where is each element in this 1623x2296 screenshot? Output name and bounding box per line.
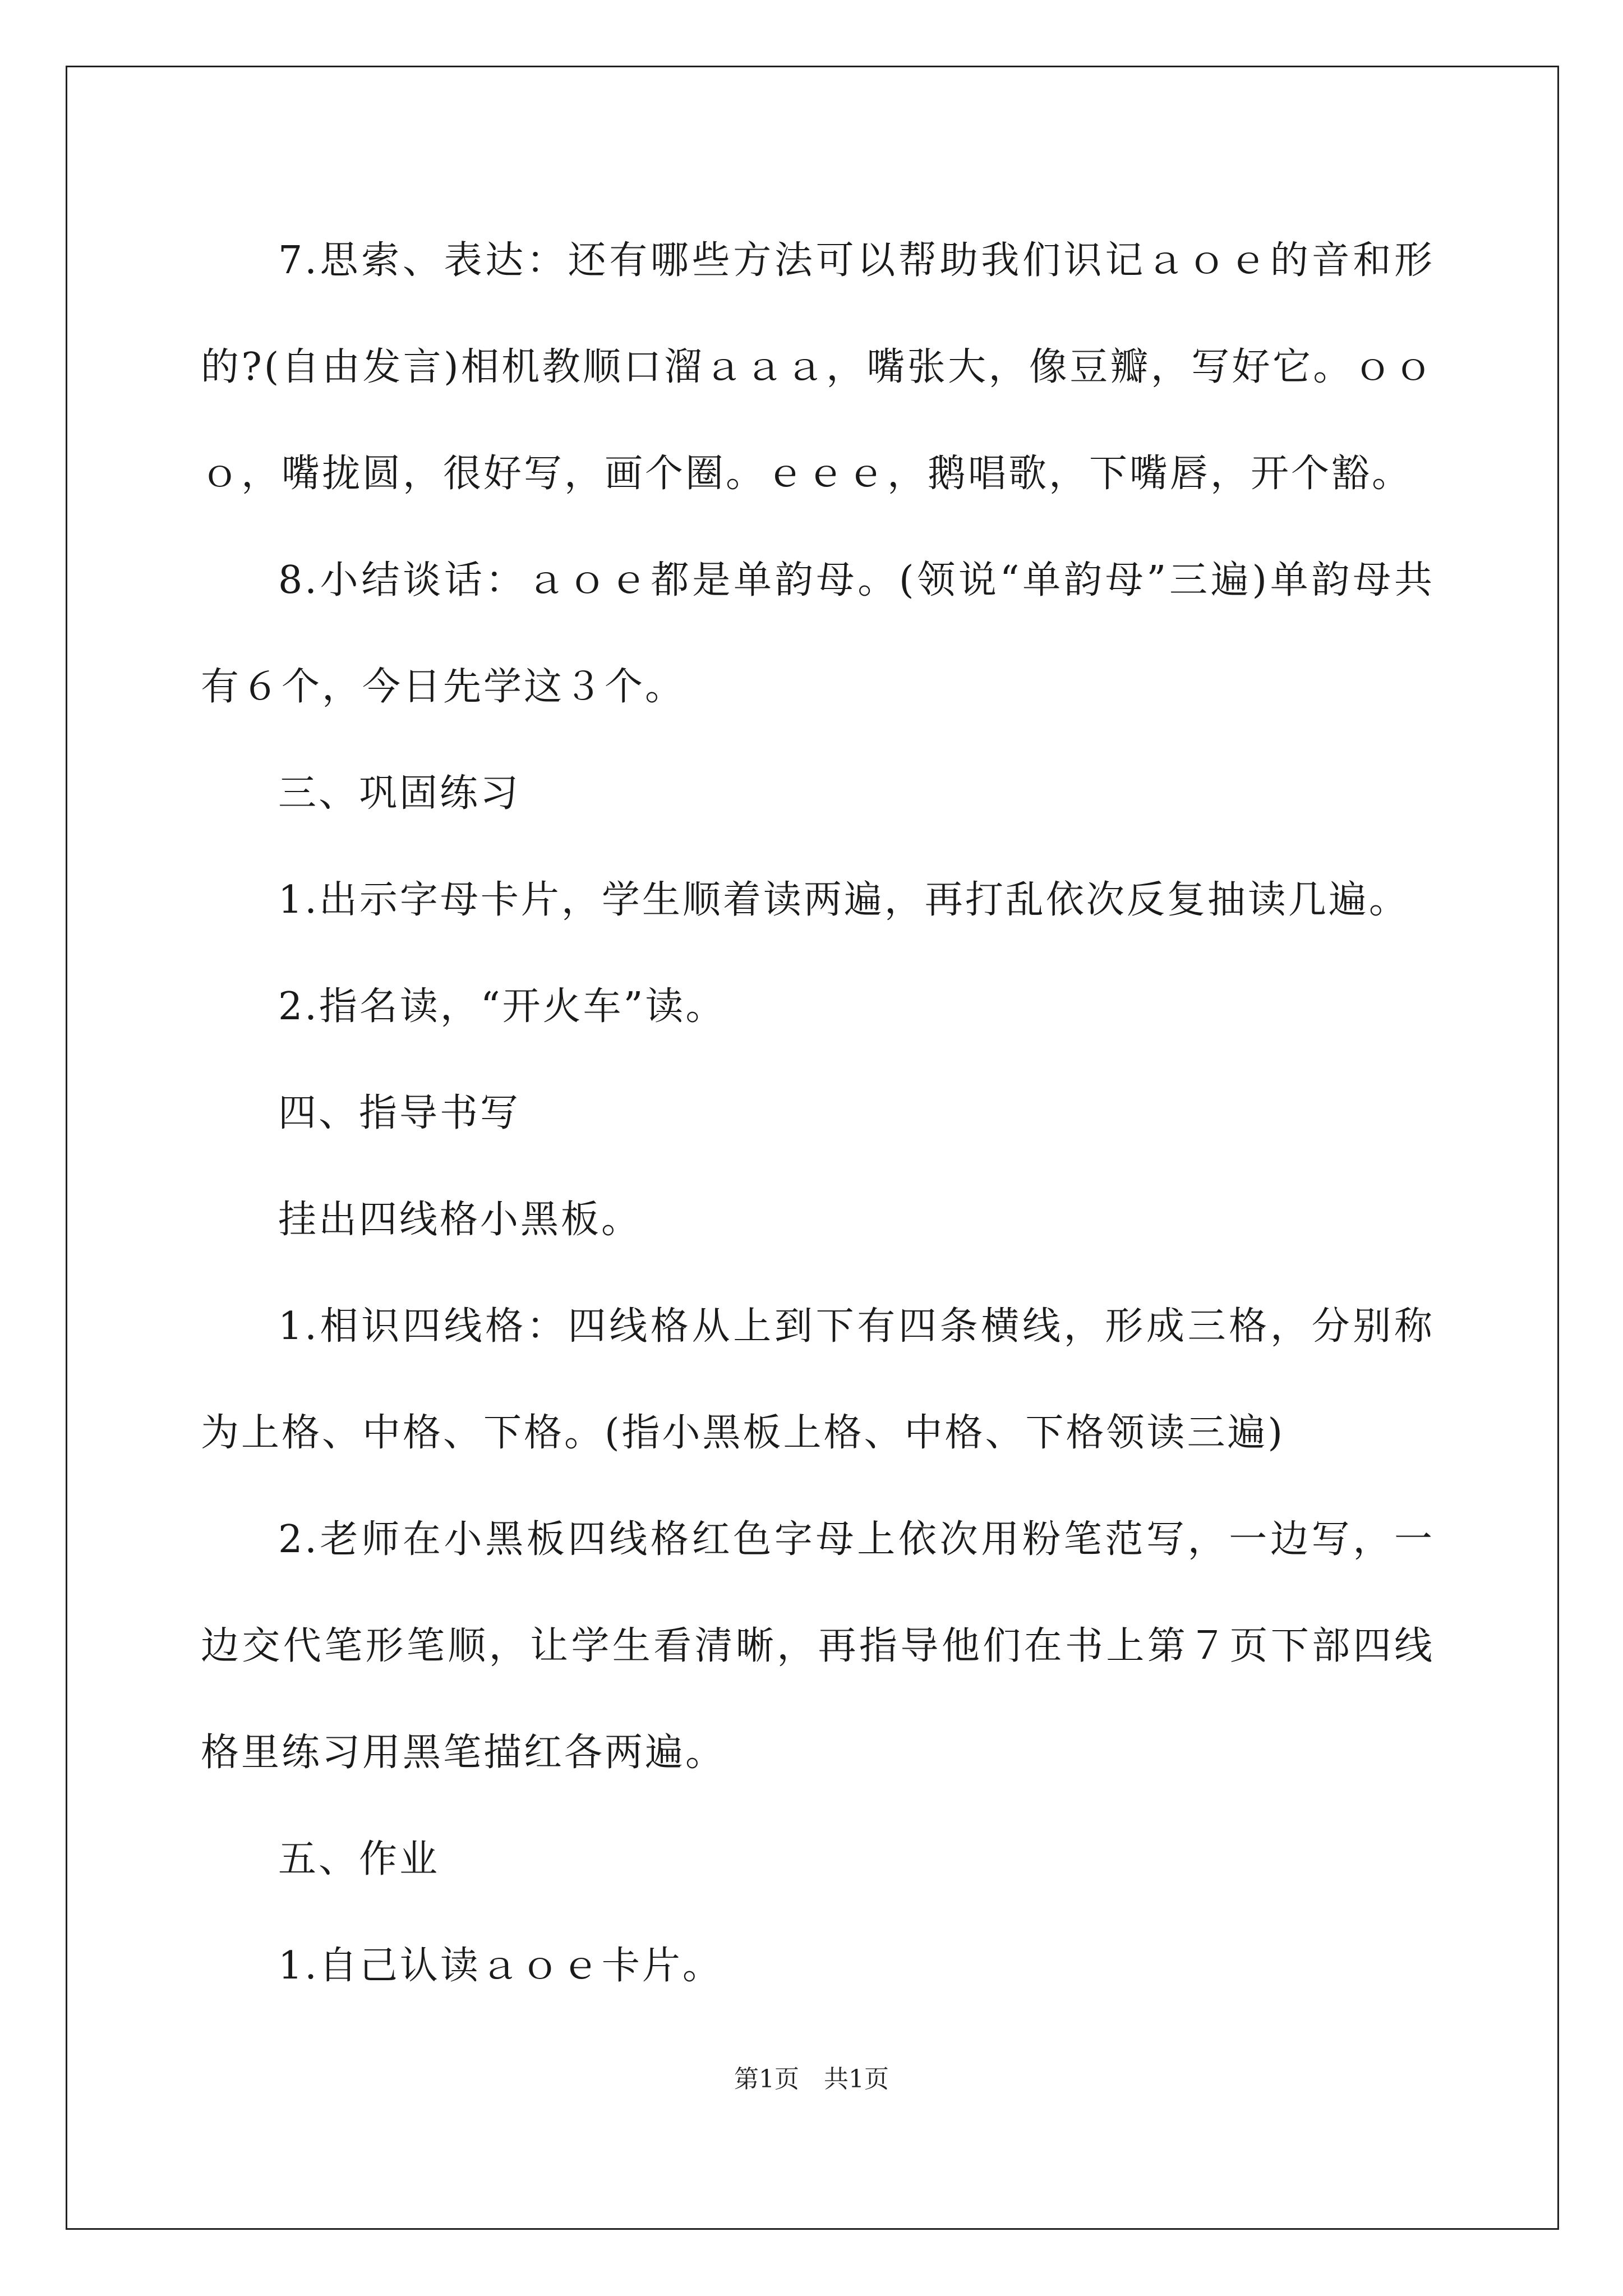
section-heading-5: 五、作业 — [278, 1837, 440, 1881]
paragraph-homework-1: 1.自己认读ａｏｅ卡片。 — [278, 1944, 723, 1988]
page-footer: 第1页 共1页 — [734, 2065, 889, 2093]
document-body — [201, 208, 1435, 2019]
section-heading-4: 四、指导书写 — [278, 1091, 521, 1135]
paragraph-practice-2: 2.指名读，“开火车”读。 — [278, 984, 726, 1029]
paragraph-writing-2: 2.老师在小黑板四线格红色字母上依次用粉笔范写，一边写，一边交代笔形笔顺，让学生看清晰，再指导他们在书上第７页下部四线格里练习用黑笔描红各两遍。 — [201, 1517, 1435, 1775]
paragraph-writing-1: 1.相识四线格：四线格从上到下有四条横线，形成三格，分别称为上格、中格、下格。(指小黑板上格、中格、下格领读三遍) — [201, 1304, 1435, 1455]
paragraph-7-reflect: 7.思索、表达：还有哪些方法可以帮助我们识记ａｏｅ的音和形的?(自由发言)相机教顺口溜ａａａ，嘴张大，像豆瓣，写好它。ｏｏｏ，嘴拢圆，很好写，画个圈。ｅｅｅ，鹅唱歌，下嘴唇，开个豁。 — [201, 238, 1435, 496]
section-heading-3: 三、巩固练习 — [278, 771, 521, 816]
paragraph-blackboard: 挂出四线格小黑板。 — [278, 1198, 642, 1242]
paragraph-practice-1: 1.出示字母卡片，学生顺着读两遍，再打乱依次反复抽读几遍。 — [278, 878, 1409, 922]
paragraph-8-summary: 8.小结谈话：ａｏｅ都是单韵母。(领说“单韵母”三遍)单韵母共有６个，今日先学这３个。 — [201, 558, 1435, 709]
